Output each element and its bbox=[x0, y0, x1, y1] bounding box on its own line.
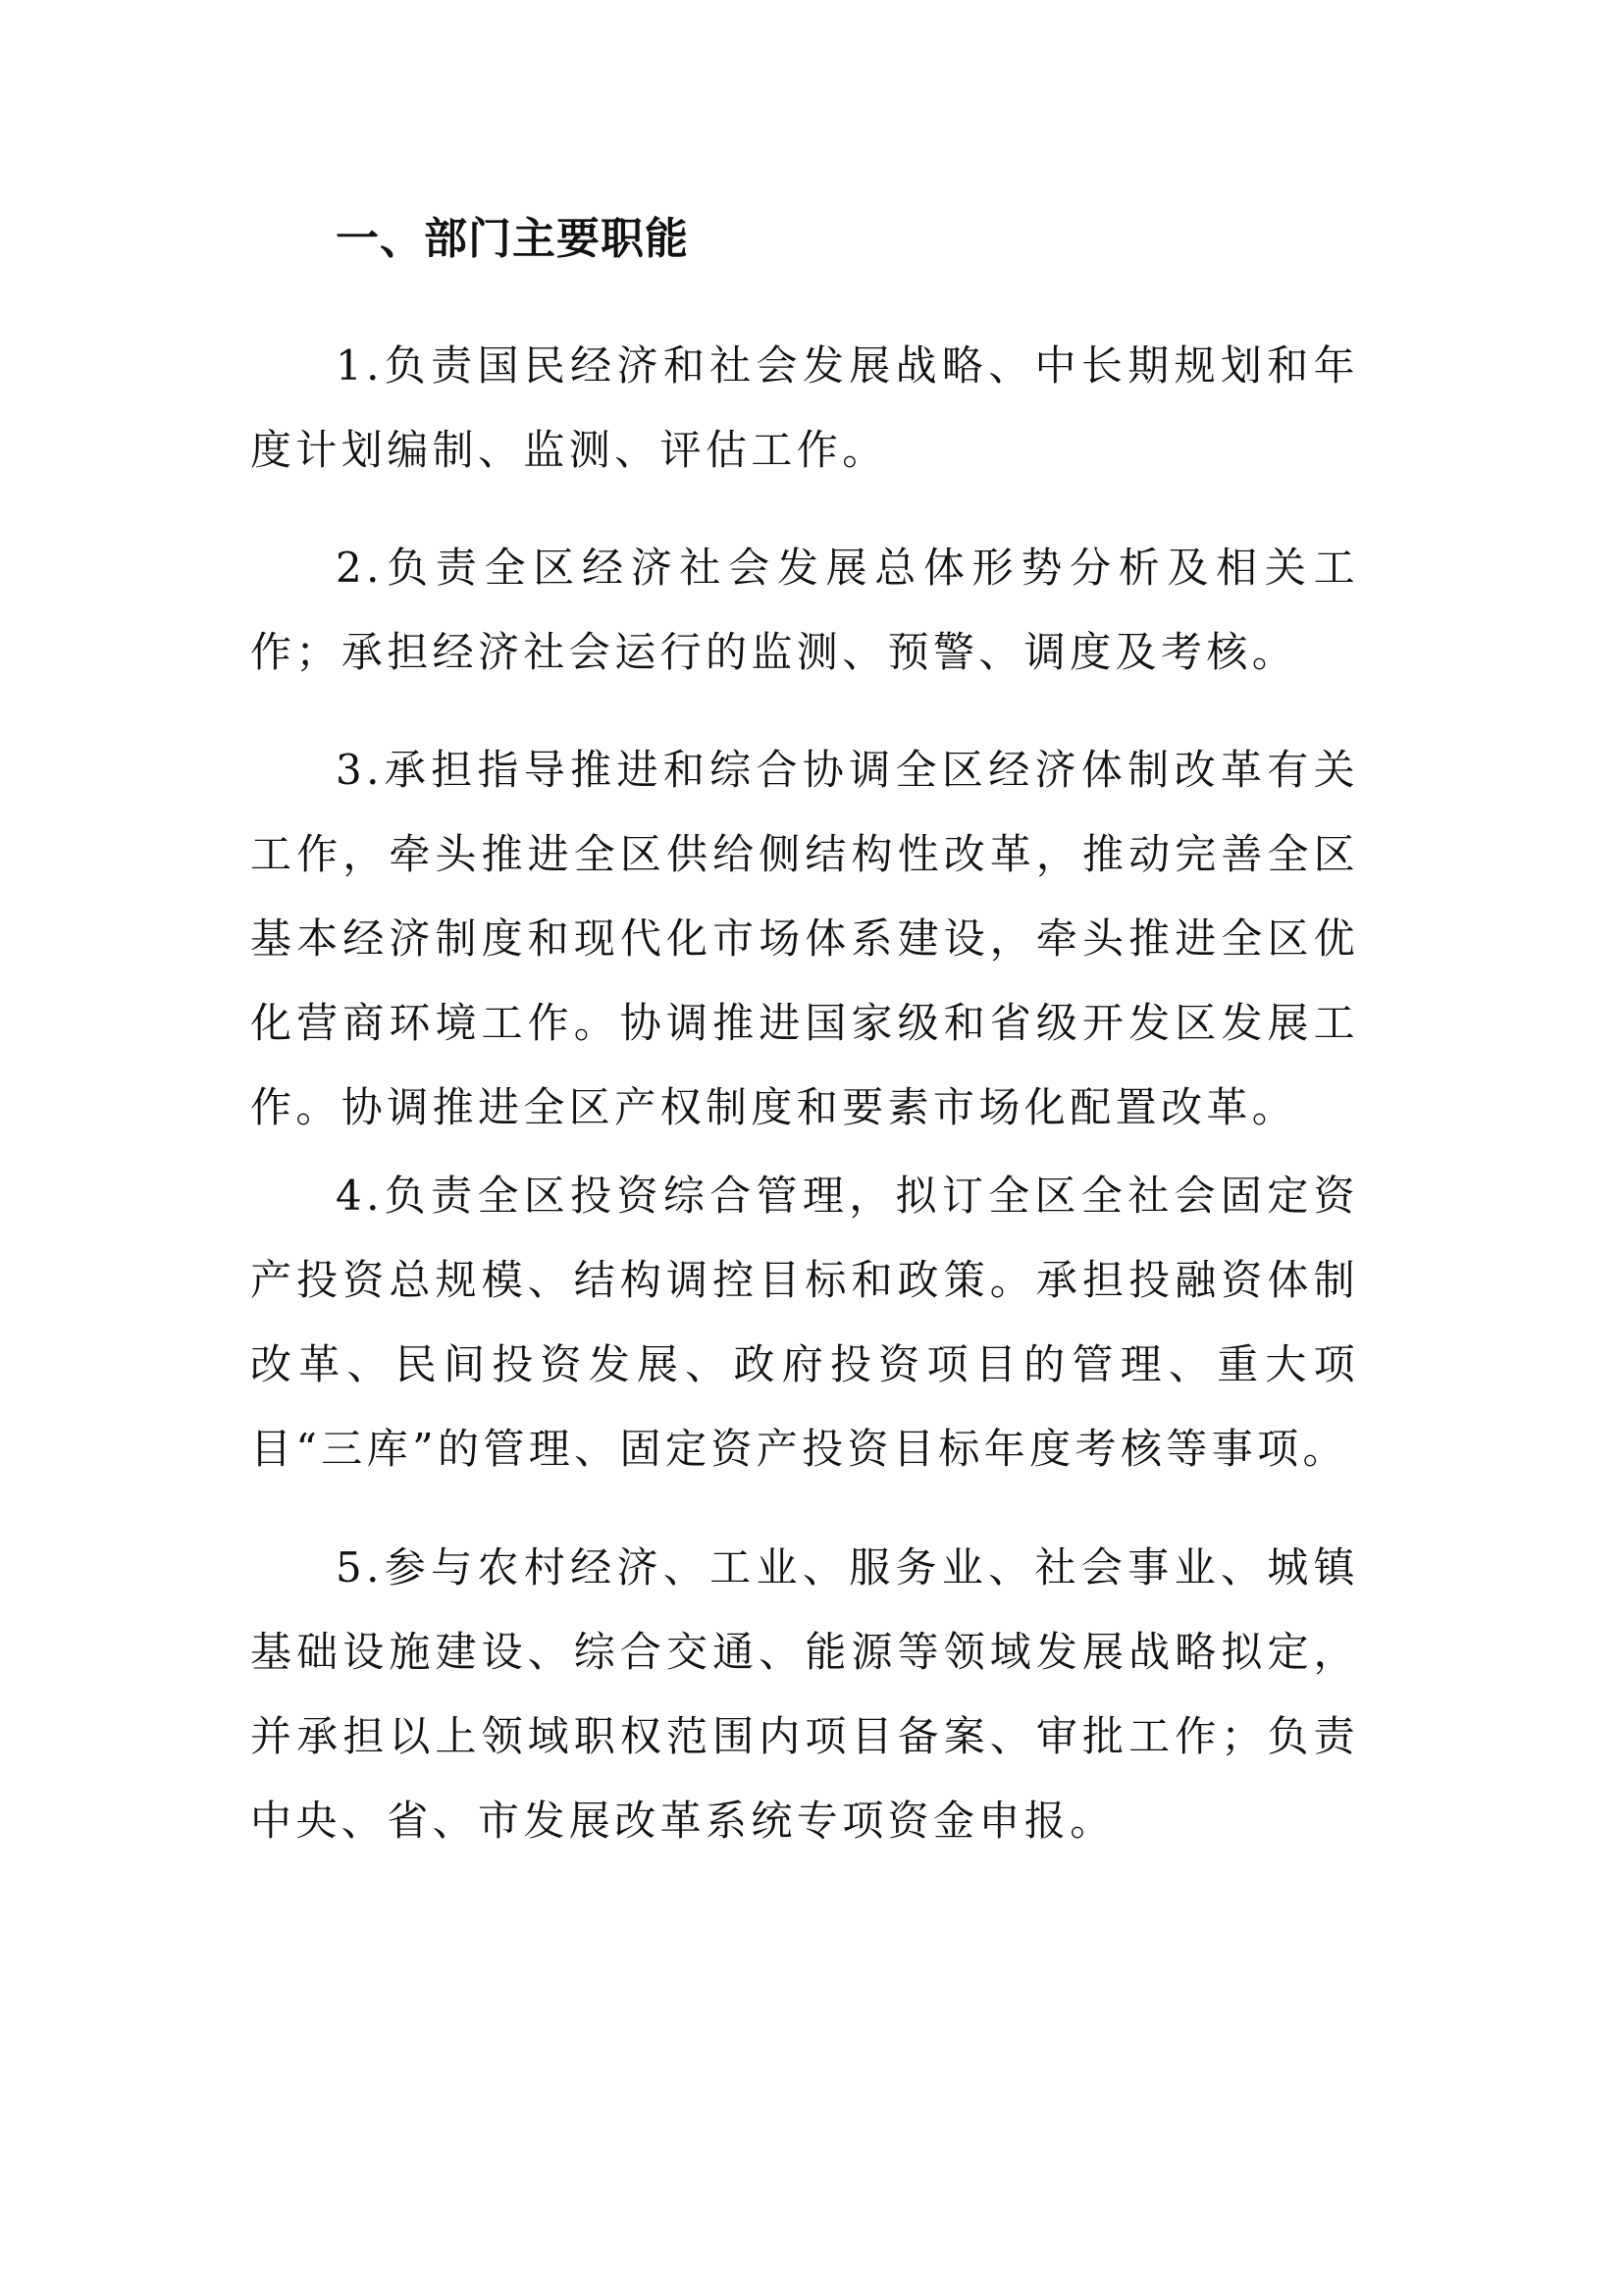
paragraph-2: 2.负责全区经济社会发展总体形势分析及相关工作；承担经济社会运行的监测、预警、调度及考核。 bbox=[250, 544, 1359, 676]
paragraph-1: 1.负责国民经济和社会发展战略、中长期规划和年度计划编制、监测、评估工作。 bbox=[250, 341, 1359, 474]
paragraph-4: 4.负责全区投资综合管理，拟订全区全社会固定资产投资总规模、结构调控目标和政策。承担投融资体制改革、民间投资发展、政府投资项目的管理、重大项目“三库”的管理、固定资产投资目标年度考核等事项。 bbox=[250, 1172, 1359, 1473]
paragraph-3: 3.承担指导推进和综合协调全区经济体制改革有关工作，牵头推进全区供给侧结构性改革，推动完善全区基本经济制度和现代化市场体系建设，牵头推进全区优化营商环境工作。协调推进国家级和省级开发区发展工作。协调推进全区产权制度和要素市场化配置改革。 bbox=[250, 746, 1359, 1131]
section-heading: 一、部门主要职能 bbox=[336, 214, 689, 264]
paragraph-5: 5.参与农村经济、工业、服务业、社会事业、城镇基础设施建设、综合交通、能源等领域发展战略拟定，并承担以上领域职权范围内项目备案、审批工作；负责中央、省、市发展改革系统专项资金申报。 bbox=[250, 1543, 1359, 1845]
